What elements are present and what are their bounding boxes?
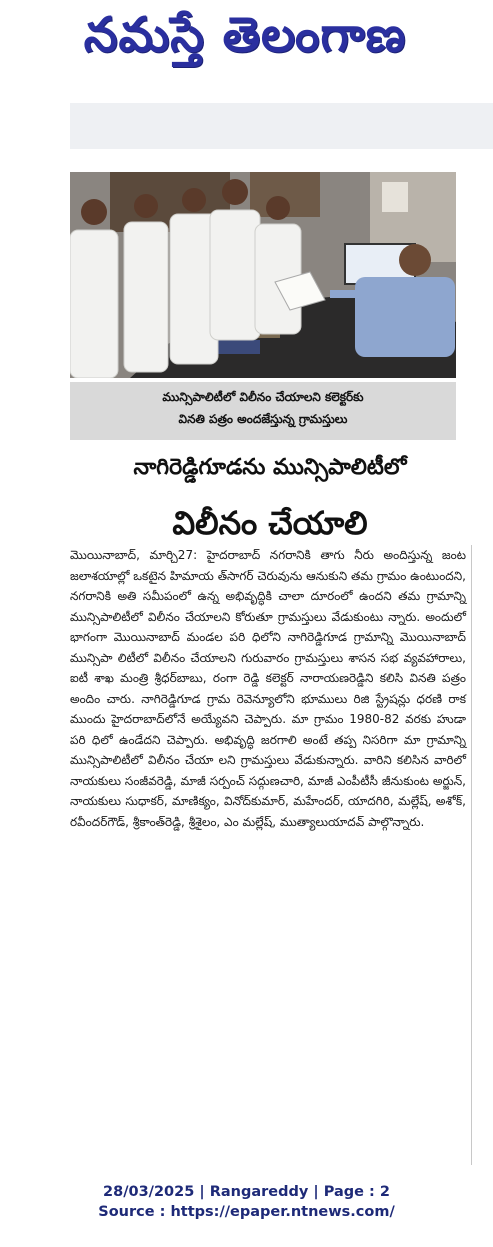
article-body: మొయినాబాద్, మార్చి27: హైదరాబాద్ నగరానికి తాగు నీరు అందిస్తున్న జంట జలాశయాల్లో ఒకటైన హిమాయ త్‌సాగర్ చెరువును ఆనుకుని తమ గ్రామం ఉంటుందని, నగరానికి అతి సమీపంలో ఉన్న అభివృద్ధికి చాలా దూరంలో ఉందని తమ గ్రామాన్ని మున్సిపాలిటీలో విలీనం చేయాలని కోరుతూ గ్రామస్తులు వేడుకుంటు న్నారు. అందులో భాగంగా మొయినాబాద్ మండల పరి ధిలోని నాగిరెడ్డిగూడ గ్రామాన్ని మొయినాబాద్ మున్సిపా లిటీలో విలీనం చేయాలని గురువారం గ్రామస్తులు శాసన సభ వ్యవహారాలు, ఐటీ శాఖ మంత్రి శ్రీధర్‌బాబు, రంగా రెడ్డి కలెక్టర్ నారాయణరెడ్డిని కలిసి వినతి పత్రం అందిం చారు. నాగిరెడ్డిగూడ గ్రామ రెవెన్యూలోని భూములు రిజి స్ట్రేషన్లు ధరణి రాక ముందు హైదరాబాద్‌లోనే అయ్యేవని చెప్పారు. మా గ్రామం 1980-82 వరకు హుడా పరి ధిలో ఉండేదని చెప్పారు. అభివృద్ధి జరగాలి అంటే తప్ప నిసరిగా మా గ్రామాన్ని మున్సిపాలిటీలో విలీనం చేయా లని గ్రామస్తులు వేడుకున్నారు. వారిని కలిసిన వారిలో నాయకులు సంజీవరెడ్డి, మాజీ సర్పంచ్ సద్గుణచారి, మాజీ ఎంపీటీసీ జీనుకుంట అర్జున్, నాయకులు సుధాకర్, మాణిక్యం, వినోద్‌కుమార్, మహేందర్, యాదగిరి, మల్లేష్, అశోక్, రవీందర్‌గౌడ్, శ్రీకాంత్‌రెడ్డి, శ్రీశైలం, ఎం మల్లేష్, ముత్యాలుయాదవ్ పాల్గొన్నారు. [70,548,466,829]
masthead [40,6,450,76]
photo-caption [70,382,456,440]
adjacent-column-fragment [474,150,493,1160]
footer-source: Source : https://epaper.ntnews.com/ [98,1204,395,1220]
header-banner [70,103,493,149]
caption-line-1: మున్సిపాలిటీలో విలీనం చేయాలని కలెక్టర్‌కు [162,390,364,404]
headline-line-1: నాగిరెడ్డిగూడను మున్సిపాలిటీలో [133,455,407,480]
news-photo [70,172,456,378]
footer-date-edition: 28/03/2025 | Rangareddy | Page : 2 [103,1184,390,1200]
headline-line-2: విలీనం చేయాలి [172,504,368,542]
headline [70,444,470,548]
newspaper-title: నమస్తే తెలంగాణ [83,7,407,63]
column-divider [471,545,472,1165]
caption-line-2: వినతి పత్రం అందజేస్తున్న గ్రామస్తులు [178,412,348,426]
page-footer [0,1182,493,1222]
